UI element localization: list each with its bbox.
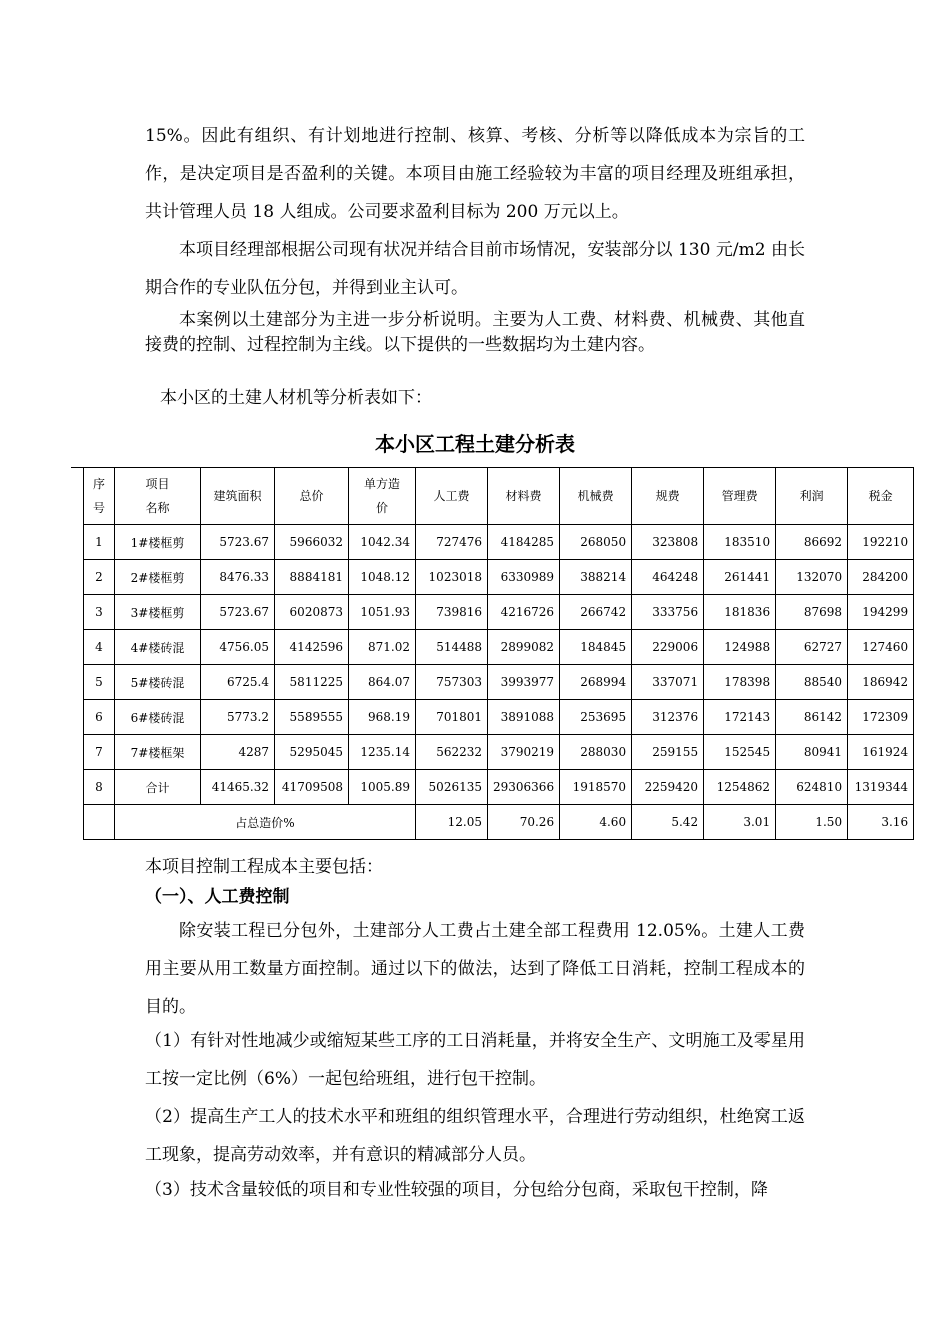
- row-unit-price: 1005.89: [349, 770, 416, 805]
- row-machine: 266742: [560, 595, 632, 630]
- row-profit: 88540: [776, 665, 848, 700]
- row-area: 4756.05: [201, 630, 275, 665]
- row-profit: 86692: [776, 525, 848, 560]
- row-tax: 186942: [848, 665, 914, 700]
- row-machine: 268994: [560, 665, 632, 700]
- row-area: 4287: [201, 735, 275, 770]
- row-material: 3790219: [488, 735, 560, 770]
- percent-cell: 3.16: [848, 805, 914, 840]
- analysis-table: [83, 467, 914, 840]
- table-row: [84, 630, 914, 665]
- row-seq: 6: [84, 700, 115, 735]
- row-fee: 2259420: [632, 770, 704, 805]
- header-total: 总价: [275, 468, 349, 525]
- row-tax: 172309: [848, 700, 914, 735]
- row-unit-price: 1051.93: [349, 595, 416, 630]
- row-area: 6725.4: [201, 665, 275, 700]
- list-item-2: （2）提高生产工人的技术水平和班组的组织管理水平，合理进行劳动组织，杜绝窝工返工现象，提高劳动效率，并有意识的精减部分人员。: [145, 1107, 805, 1165]
- table-percent-row: [84, 805, 914, 840]
- row-fee: 323808: [632, 525, 704, 560]
- header-unit-price: 单方造 价: [349, 468, 416, 525]
- row-seq: 3: [84, 595, 115, 630]
- header-mgmt: 管理费: [704, 468, 776, 525]
- row-unit-price: 1048.12: [349, 560, 416, 595]
- row-area: 41465.32: [201, 770, 275, 805]
- row-item-name: 3#楼框剪: [115, 595, 201, 630]
- row-fee: 333756: [632, 595, 704, 630]
- table-row: [84, 595, 914, 630]
- row-profit: 624810: [776, 770, 848, 805]
- row-labor: 727476: [416, 525, 488, 560]
- row-seq: 7: [84, 735, 115, 770]
- row-labor: 1023018: [416, 560, 488, 595]
- header-seq: 序 号: [84, 468, 115, 525]
- paragraph-table-intro: 本小区的土建人材机等分析表如下：: [160, 388, 432, 408]
- paragraph-cost-items: 本项目控制工程成本主要包括：: [145, 857, 383, 877]
- row-fee: 337071: [632, 665, 704, 700]
- row-item-name: 2#楼框剪: [115, 560, 201, 595]
- row-material: 2899082: [488, 630, 560, 665]
- row-item-name: 6#楼砖混: [115, 700, 201, 735]
- row-seq: 2: [84, 560, 115, 595]
- table-header-row: [84, 468, 914, 525]
- percent-cell: 70.26: [488, 805, 560, 840]
- table-row: [84, 560, 914, 595]
- row-area: 5723.67: [201, 525, 275, 560]
- row-material: 3891088: [488, 700, 560, 735]
- row-labor: 701801: [416, 700, 488, 735]
- percent-cell: 12.05: [416, 805, 488, 840]
- percent-label: 占总造价%: [115, 805, 416, 840]
- header-fee: 规费: [632, 468, 704, 525]
- row-material: 6330989: [488, 560, 560, 595]
- row-machine: 253695: [560, 700, 632, 735]
- header-material: 材料费: [488, 468, 560, 525]
- row-mgmt: 181836: [704, 595, 776, 630]
- row-item-name: 5#楼砖混: [115, 665, 201, 700]
- percent-cell: 1.50: [776, 805, 848, 840]
- row-machine: 288030: [560, 735, 632, 770]
- table-row: [84, 665, 914, 700]
- row-labor: 562232: [416, 735, 488, 770]
- row-mgmt: 152545: [704, 735, 776, 770]
- row-item-name: 合计: [115, 770, 201, 805]
- row-seq: 1: [84, 525, 115, 560]
- row-profit: 87698: [776, 595, 848, 630]
- row-total: 41709508: [275, 770, 349, 805]
- table-row: [84, 735, 914, 770]
- row-fee: 229006: [632, 630, 704, 665]
- row-total: 5811225: [275, 665, 349, 700]
- row-labor: 5026135: [416, 770, 488, 805]
- row-fee: 312376: [632, 700, 704, 735]
- row-profit: 62727: [776, 630, 848, 665]
- row-mgmt: 1254862: [704, 770, 776, 805]
- table-row: [84, 700, 914, 735]
- header-tax: 税金: [848, 468, 914, 525]
- row-profit: 132070: [776, 560, 848, 595]
- row-unit-price: 864.07: [349, 665, 416, 700]
- row-tax: 127460: [848, 630, 914, 665]
- list-item-3: （3）技术含量较低的项目和专业性较强的项目，分包给分包商，采取包干控制，降: [145, 1180, 768, 1200]
- row-machine: 184845: [560, 630, 632, 665]
- percent-blank-cell: [84, 805, 115, 840]
- row-item-name: 1#楼框剪: [115, 525, 201, 560]
- row-total: 8884181: [275, 560, 349, 595]
- paragraph-case-scope: 本案例以土建部分为主进一步分析说明。主要为人工费、材料费、机械费、其他直接费的控制、过程控制为主线。以下提供的一些数据均为土建内容。: [145, 310, 805, 355]
- row-material: 29306366: [488, 770, 560, 805]
- paragraph-profit-goal: 15%。因此有组织、有计划地进行控制、核算、考核、分析等以降低成本为宗旨的工作，是决定项目是否盈利的关键。本项目由施工经验较为丰富的项目经理及班组承担，共计管理人员 18 人组成。公司要求盈利目标为 200 万元以上。: [145, 126, 805, 222]
- row-tax: 194299: [848, 595, 914, 630]
- row-material: 4216726: [488, 595, 560, 630]
- header-machine: 机械费: [560, 468, 632, 525]
- section-heading-labor: （一）、人工费控制: [145, 887, 290, 907]
- row-fee: 464248: [632, 560, 704, 595]
- row-mgmt: 261441: [704, 560, 776, 595]
- percent-cell: 5.42: [632, 805, 704, 840]
- table-row: [84, 525, 914, 560]
- row-total: 6020873: [275, 595, 349, 630]
- row-profit: 86142: [776, 700, 848, 735]
- table-body: [84, 525, 914, 805]
- row-total: 4142596: [275, 630, 349, 665]
- row-mgmt: 178398: [704, 665, 776, 700]
- row-labor: 739816: [416, 595, 488, 630]
- percent-cell: 4.60: [560, 805, 632, 840]
- row-seq: 4: [84, 630, 115, 665]
- row-seq: 8: [84, 770, 115, 805]
- row-machine: 1918570: [560, 770, 632, 805]
- row-fee: 259155: [632, 735, 704, 770]
- header-area: 建筑面积: [201, 468, 275, 525]
- table-title: 本小区工程土建分析表: [375, 432, 575, 456]
- row-machine: 268050: [560, 525, 632, 560]
- row-unit-price: 1042.34: [349, 525, 416, 560]
- row-tax: 1319344: [848, 770, 914, 805]
- row-unit-price: 871.02: [349, 630, 416, 665]
- row-profit: 80941: [776, 735, 848, 770]
- row-area: 8476.33: [201, 560, 275, 595]
- row-mgmt: 183510: [704, 525, 776, 560]
- percent-cell: 3.01: [704, 805, 776, 840]
- row-machine: 388214: [560, 560, 632, 595]
- row-unit-price: 968.19: [349, 700, 416, 735]
- row-labor: 514488: [416, 630, 488, 665]
- row-total: 5589555: [275, 700, 349, 735]
- row-item-name: 4#楼砖混: [115, 630, 201, 665]
- table-row: [84, 770, 914, 805]
- row-seq: 5: [84, 665, 115, 700]
- paragraph-labor-control: 除安装工程已分包外，土建部分人工费占土建全部工程费用 12.05%。土建人工费用主要从用工数量方面控制。通过以下的做法，达到了降低工日消耗，控制工程成本的目的。: [145, 921, 805, 1017]
- row-unit-price: 1235.14: [349, 735, 416, 770]
- row-mgmt: 124988: [704, 630, 776, 665]
- header-labor: 人工费: [416, 468, 488, 525]
- header-item: 项目 名称: [115, 468, 201, 525]
- header-profit: 利润: [776, 468, 848, 525]
- row-material: 3993977: [488, 665, 560, 700]
- row-item-name: 7#楼框架: [115, 735, 201, 770]
- row-tax: 192210: [848, 525, 914, 560]
- table-top-rule: [71, 467, 83, 468]
- row-area: 5773.2: [201, 700, 275, 735]
- row-material: 4184285: [488, 525, 560, 560]
- row-tax: 284200: [848, 560, 914, 595]
- row-total: 5966032: [275, 525, 349, 560]
- row-area: 5723.67: [201, 595, 275, 630]
- row-labor: 757303: [416, 665, 488, 700]
- row-tax: 161924: [848, 735, 914, 770]
- paragraph-installation-subcontract: 本项目经理部根据公司现有状况并结合目前市场情况，安装部分以 130 元/m2 由长期合作的专业队伍分包，并得到业主认可。: [145, 240, 805, 298]
- row-total: 5295045: [275, 735, 349, 770]
- row-mgmt: 172143: [704, 700, 776, 735]
- list-item-1: （1）有针对性地减少或缩短某些工序的工日消耗量，并将安全生产、文明施工及零星用工按一定比例（6%）一起包给班组，进行包干控制。: [145, 1031, 805, 1089]
